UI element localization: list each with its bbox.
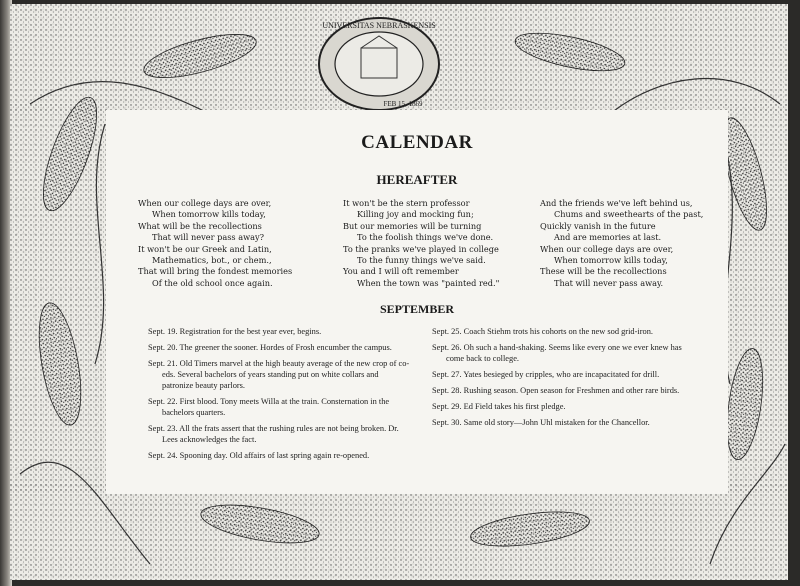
poem-line: But our memories will be turning [343,220,482,231]
poem-line: And are memories at last. [554,232,662,243]
poem-line: These will be the recollections [540,266,667,277]
poem-line: To the pranks we've played in college [343,243,499,254]
poem-line: Of the old school once again. [152,277,273,288]
calendar-entry: Sept. 23. All the frats assert that the rushing rules are not being broken. Dr. Lees acknowledges the fact. [148,424,399,444]
poem-line: When tomorrow kills today, [152,209,266,220]
poem-column-1 [138,198,292,289]
calendar-entry: Sept. 21. Old Timers marvel at the high beauty average of the new crop of co-eds. Several bachelors of years standing put on white collars and patronize beauty parlors. [148,359,410,390]
poem-column-3 [540,198,703,289]
poem-line: When our college days are over, [138,198,272,208]
poem-line: It won't be our Greek and Latin, [138,243,272,254]
calendar-panel [108,112,726,492]
poem-line: What will be the recollections [138,220,262,231]
poem-line: To the foolish things we've done. [357,232,494,243]
poem-line: And the friends we've left behind us, [540,198,693,208]
calendar-entry: Sept. 20. The greener the sooner. Hordes of Frosh encumber the campus. [148,343,392,352]
september-left-column [148,326,410,466]
poem-line: When tomorrow kills today, [554,255,668,266]
poem-line: When the town was "painted red." [357,277,500,288]
september-heading: SEPTEMBER [379,302,454,316]
poem-line: That will never pass away. [554,277,664,288]
poem-line: You and I will oft remember [343,266,459,277]
yearbook-page [10,4,788,580]
poem-line: That will bring the fondest memories [138,266,293,277]
calendar-entry: Sept. 22. First blood. Tony meets Willa at the train. Consternation in the bachelors quarters. [148,397,390,417]
svg-text:UNIVERSITAS NEBRASKENSIS: UNIVERSITAS NEBRASKENSIS [322,21,436,30]
poem-line: It won't be the stern professor [343,198,470,208]
page-title: CALENDAR [361,132,473,153]
calendar-entry: Sept. 30. Same old story—John Uhl mistaken for the Chancellor. [432,418,650,427]
poem-column-2 [343,198,499,289]
poem-line: Mathematics, bot., or chem., [152,255,272,266]
calendar-entry: Sept. 29. Ed Field takes his first pledge. [432,402,566,411]
poem-line: When our college days are over, [540,243,674,254]
calendar-entry: Sept. 19. Registration for the best year ever, begins. [148,327,322,336]
poem-line: Chums and sweethearts of the past, [554,209,704,220]
calendar-entry: Sept. 26. Oh such a hand-shaking. Seems like every one we ever knew has come back to college. [432,343,682,363]
university-seal [315,14,443,114]
calendar-entry: Sept. 24. Spooning day. Old affairs of last spring again re-opened. [148,451,370,460]
hereafter-heading: HEREAFTER [376,172,458,187]
calendar-entry: Sept. 25. Coach Stiehm trots his cohorts on the new sod grid-iron. [432,327,653,336]
poem-line: That will never pass away? [152,232,264,243]
poem-line: To the funny things we've said. [357,255,486,266]
calendar-entry: Sept. 28. Rushing season. Open season for Freshmen and other rare birds. [432,386,680,395]
poem-line: Quickly vanish in the future [540,220,656,231]
poem-line: Killing joy and mocking fun; [357,209,474,220]
svg-text:FEB 15, 1869: FEB 15, 1869 [383,100,423,108]
september-right-column [432,326,696,433]
calendar-entry: Sept. 27. Yates besieged by cripples, who are incapacitated for drill. [432,370,660,379]
